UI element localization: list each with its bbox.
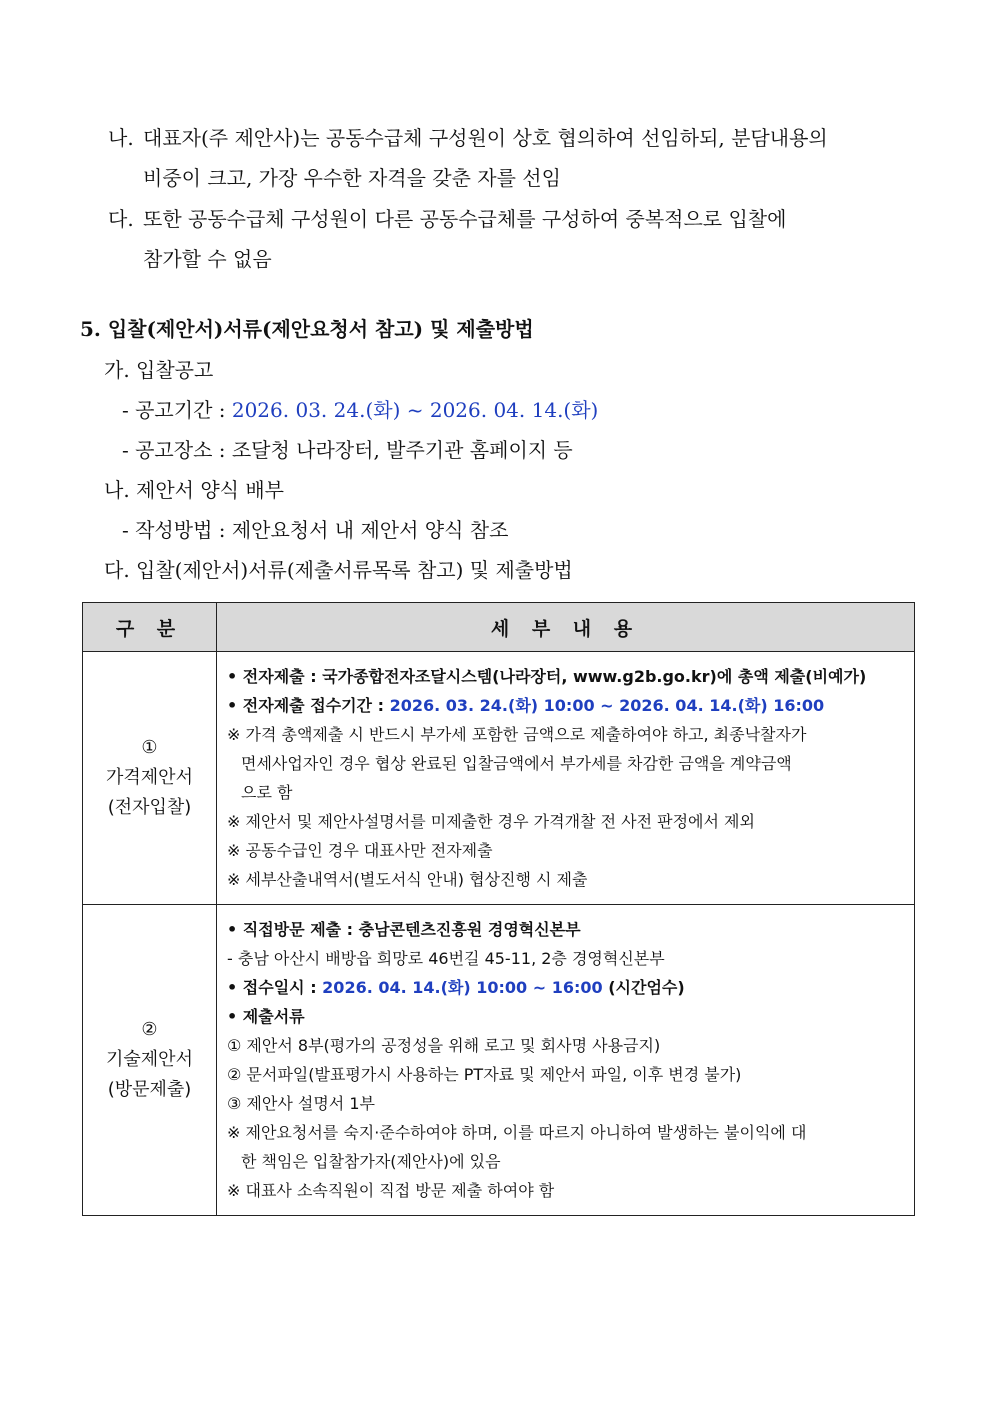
row2-bullet2-value: 2026. 04. 14.(화) 10:00 ~ 16:00 (322, 978, 603, 997)
submission-table (82, 602, 915, 1216)
row1-note2: ※ 제안서 및 제안사설명서를 미제출한 경우 가격개찰 전 사전 판정에서 제외 (227, 812, 755, 831)
row2-sub: (방문제출) (107, 1079, 192, 1100)
row2-bullet1: • 직접방문 제출 : 충남콘텐츠진흥원 경영혁신본부 (227, 920, 581, 939)
notice-period-value: 2026. 03. 24.(화) ~ 2026. 04. 14.(화) (231, 398, 599, 422)
row1-sub: (전자입찰) (107, 797, 192, 818)
row2-bullet2 (227, 973, 906, 1002)
row1-bullet2-label: • 전자제출 접수기간 : (227, 696, 390, 715)
notice-period (122, 396, 598, 424)
row1-note3: ※ 공동수급인 경우 대표사만 전자제출 (227, 841, 493, 860)
row2-bullet3: • 제출서류 (227, 1007, 305, 1026)
row2-number: ② (141, 1019, 158, 1040)
item-na-line2: 비중이 크고, 가장 우수한 자격을 갖춘 자를 선임 (143, 166, 561, 190)
table-row (83, 652, 915, 905)
row1-note1c: 으로 함 (241, 783, 293, 802)
row1-name: 가격제안서 (106, 767, 193, 788)
row2-bullet2-suffix: (시간엄수) (602, 978, 685, 997)
row2-note1b: 한 책임은 입찰참가자(제안사)에 있음 (241, 1152, 501, 1171)
row1-bullet1: • 전자제출 : 국가종합전자조달시스템(나라장터, www.g2b.go.kr)에 총액 제출(비예가) (227, 667, 867, 686)
form-method: - 작성방법 : 제안요청서 내 제안서 양식 참조 (122, 518, 509, 542)
table-header-row (83, 603, 915, 652)
row2-doc3: ③ 제안사 설명서 1부 (227, 1094, 375, 1113)
item-na-marker: 나. (108, 126, 134, 150)
row1-note4: ※ 세부산출내역서(별도서식 안내) 협상진행 시 제출 (227, 870, 588, 889)
row1-note1a: ※ 가격 총액제출 시 반드시 부가세 포함한 금액으로 제출하여야 하고, 최종낙찰자가 (227, 725, 807, 744)
row2-address: - 충남 아산시 배방읍 희망로 46번길 45-11, 2층 경영혁신본부 (227, 949, 665, 968)
sub-ga-title: 가. 입찰공고 (104, 358, 214, 382)
row1-detail (217, 652, 915, 905)
row2-name: 기술제안서 (106, 1049, 193, 1070)
row2-detail (217, 905, 915, 1216)
notice-period-label: - 공고기간 : (122, 398, 232, 422)
row1-note1b: 면세사업자인 경우 협상 완료된 입찰금액에서 부가세를 차감한 금액을 계약금액 (241, 754, 792, 773)
notice-place: - 공고장소 : 조달청 나라장터, 발주기관 홈페이지 등 (122, 438, 573, 462)
row2-doc2: ② 문서파일(발표평가시 사용하는 PT자료 및 제안서 파일, 이후 변경 불가) (227, 1065, 742, 1084)
sub-na-title: 나. 제안서 양식 배부 (104, 478, 284, 502)
sub-da-title: 다. 입찰(제안서)서류(제출서류목록 참고) 및 제출방법 (104, 558, 573, 582)
row2-category (83, 905, 217, 1216)
section5-heading: 5. 입찰(제안서)서류(제안요청서 참고) 및 제출방법 (80, 317, 534, 341)
row1-bullet2-value: 2026. 03. 24.(화) 10:00 ~ 2026. 04. 14.(화) 16:00 (389, 696, 825, 715)
row1-bullet2 (227, 691, 906, 720)
row2-bullet2-label: • 접수일시 : (227, 978, 323, 997)
item-na-line1: 대표자(주 제안사)는 공동수급체 구성원이 상호 협의하여 선임하되, 분담내용의 (143, 126, 828, 150)
row1-number: ① (141, 737, 158, 758)
item-da-line1: 또한 공동수급체 구성원이 다른 공동수급체를 구성하여 중복적으로 입찰에 (143, 207, 787, 231)
item-da-line2: 참가할 수 없음 (143, 247, 272, 271)
header-detail: 세 부 내 용 (217, 603, 915, 652)
table-row (83, 905, 915, 1216)
row2-doc1: ① 제안서 8부(평가의 공정성을 위해 로고 및 회사명 사용금지) (227, 1036, 661, 1055)
row2-note1a: ※ 제안요청서를 숙지·준수하여야 하며, 이를 따르지 아니하여 발생하는 불이익에 대 (227, 1123, 807, 1142)
row2-note2: ※ 대표사 소속직원이 직접 방문 제출 하여야 함 (227, 1181, 555, 1200)
row1-category (83, 652, 217, 905)
item-da-marker: 다. (108, 207, 134, 231)
header-category: 구 분 (83, 603, 217, 652)
